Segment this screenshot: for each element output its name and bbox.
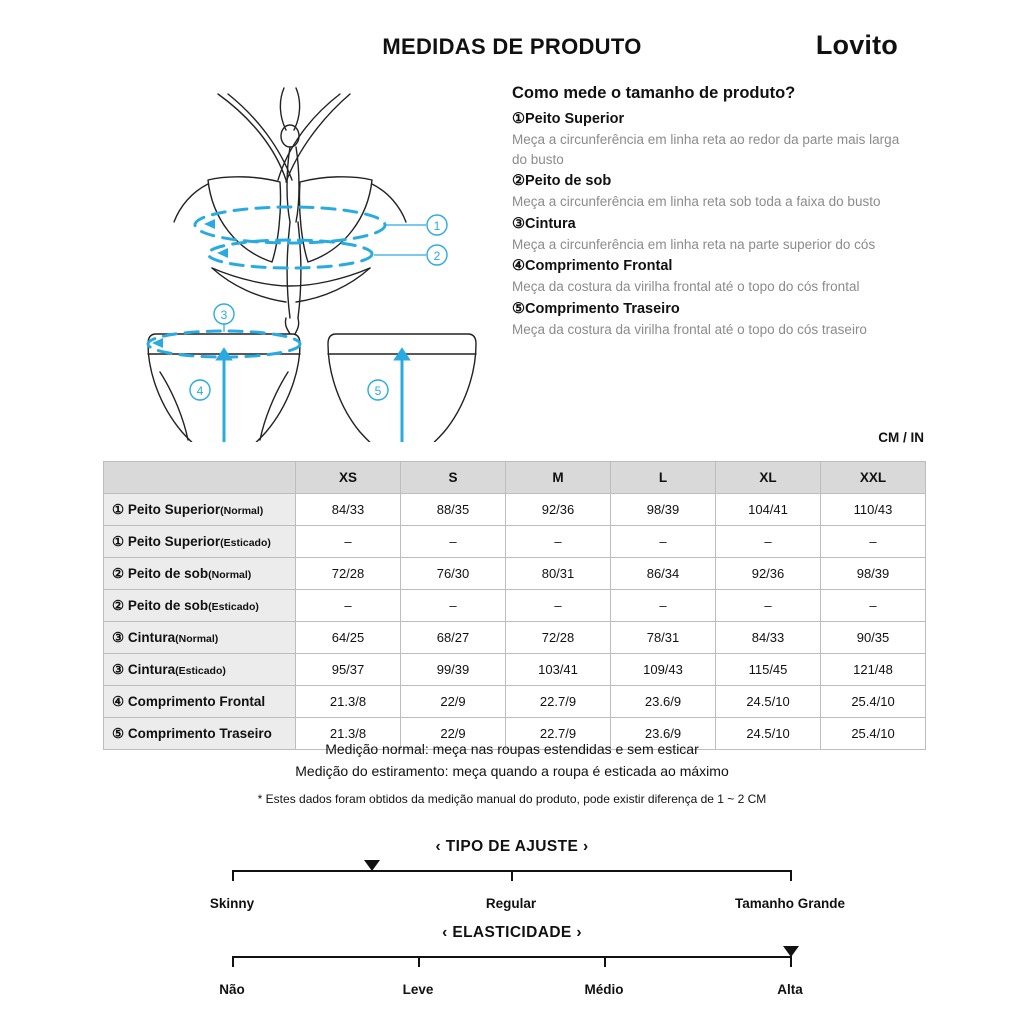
fit-label-large: Tamanho Grande xyxy=(734,896,846,911)
cell-value: 98/39 xyxy=(821,558,926,590)
note-stretch-measure: Medição do estiramento: meça quando a roupa é esticada ao máximo xyxy=(295,763,729,780)
cell-value: 98/39 xyxy=(611,494,716,526)
cell-value: 23.6/9 xyxy=(611,686,716,718)
row-label-text: ① Peito Superior xyxy=(112,501,221,517)
svg-text:4: 4 xyxy=(196,384,204,398)
cell-value: – xyxy=(401,590,506,622)
fit-type-scale xyxy=(0,838,1024,918)
cell-value: 22.7/9 xyxy=(506,718,611,750)
cell-value: 78/31 xyxy=(611,622,716,654)
page-title: MEDIDAS DE PRODUTO xyxy=(382,34,642,59)
table-row xyxy=(104,494,926,526)
table-corner-cell xyxy=(104,462,296,494)
cell-value: 72/28 xyxy=(506,622,611,654)
cell-value: 103/41 xyxy=(506,654,611,686)
cell-value: 22.7/9 xyxy=(506,686,611,718)
cell-value: 84/33 xyxy=(716,622,821,654)
elasticity-label-nao: Não xyxy=(219,982,245,997)
row-label-text: ② Peito de sob xyxy=(112,565,209,581)
cell-value: 92/36 xyxy=(716,558,821,590)
cell-value: – xyxy=(611,590,716,622)
cell-value: – xyxy=(821,590,926,622)
cell-value: 88/35 xyxy=(401,494,506,526)
svg-text:5: 5 xyxy=(374,384,382,398)
garment-illustration xyxy=(100,72,490,442)
note-disclaimer: * Estes dados foram obtidos da medição manual do produto, pode existir diferença de 1 ~ 2 CM xyxy=(257,791,767,806)
row-label-sub: (Normal) xyxy=(208,568,252,581)
elasticity-title: ‹ ELASTICIDADE › xyxy=(442,924,582,941)
howto-item-desc-5: Meça da costura da virilha frontal até o topo do cós traseiro xyxy=(512,321,867,337)
fit-type-marker xyxy=(364,860,380,871)
row-label xyxy=(104,686,296,718)
howto-item-label-2: ②Peito de sob xyxy=(512,173,612,190)
cell-value: 90/35 xyxy=(821,622,926,654)
elasticity-axis xyxy=(232,956,792,958)
cell-value: – xyxy=(716,526,821,558)
row-label-sub: (Normal) xyxy=(175,632,219,645)
row-label-sub: (Esticado) xyxy=(208,600,259,613)
brand-logo: Lovito xyxy=(815,30,898,60)
measurement-guide-section xyxy=(0,72,1024,447)
row-label-text: ① Peito Superior xyxy=(112,533,221,549)
elasticity-tick-4 xyxy=(790,956,792,967)
table-row xyxy=(104,526,926,558)
cell-value: – xyxy=(716,590,821,622)
svg-text:3: 3 xyxy=(220,308,228,322)
cell-value: 24.5/10 xyxy=(716,718,821,750)
howto-panel xyxy=(512,84,912,341)
row-label-sub: (Normal) xyxy=(220,504,264,517)
cell-value: – xyxy=(821,526,926,558)
cell-value: 121/48 xyxy=(821,654,926,686)
cell-value: 92/36 xyxy=(506,494,611,526)
cell-value: 86/34 xyxy=(611,558,716,590)
elasticity-label-leve: Leve xyxy=(402,982,434,997)
cell-value: 110/43 xyxy=(821,494,926,526)
row-label-text: ④ Comprimento Frontal xyxy=(112,693,266,709)
cell-value: – xyxy=(506,526,611,558)
howto-item-desc-2: Meça a circunferência em linha reta sob toda a faixa do busto xyxy=(512,194,881,210)
cell-value: – xyxy=(611,526,716,558)
column-header-xs: XS xyxy=(296,462,401,494)
cell-value: 25.4/10 xyxy=(821,686,926,718)
table-row xyxy=(104,558,926,590)
row-label-text: ⑤ Comprimento Traseiro xyxy=(112,725,272,741)
elasticity-tick-2 xyxy=(418,956,420,967)
howto-item-desc-3: Meça a circunferência em linha reta na parte superior do cós xyxy=(512,236,876,252)
elasticity-axis-wrap xyxy=(162,942,862,982)
cell-value: 22/9 xyxy=(401,718,506,750)
table-header-row xyxy=(104,462,926,494)
svg-text:2: 2 xyxy=(433,249,441,263)
cell-value: 95/37 xyxy=(296,654,401,686)
howto-title: Como mede o tamanho de produto? xyxy=(512,84,796,102)
cell-value: 80/31 xyxy=(506,558,611,590)
fit-label-skinny: Skinny xyxy=(209,896,255,911)
cell-value: 25.4/10 xyxy=(821,718,926,750)
cell-value: 22/9 xyxy=(401,686,506,718)
row-label xyxy=(104,590,296,622)
row-label xyxy=(104,654,296,686)
row-label xyxy=(104,622,296,654)
fit-tick-start xyxy=(232,870,234,881)
cell-value: 64/25 xyxy=(296,622,401,654)
fit-tick-end xyxy=(790,870,792,881)
note-normal-measure: Medição normal: meça nas roupas estendidas e sem esticar xyxy=(325,741,699,757)
row-label-text: ③ Cintura xyxy=(112,661,176,677)
cell-value: 109/43 xyxy=(611,654,716,686)
cell-value: 72/28 xyxy=(296,558,401,590)
elasticity-labels xyxy=(162,982,862,1004)
column-header-xxl: XXL xyxy=(821,462,926,494)
size-table xyxy=(103,461,926,750)
row-label-text: ③ Cintura xyxy=(112,629,176,645)
cell-value: 24.5/10 xyxy=(716,686,821,718)
row-label xyxy=(104,494,296,526)
howto-item-desc-4: Meça da costura da virilha frontal até o topo do cós frontal xyxy=(512,279,860,295)
elasticity-tick-1 xyxy=(232,956,234,967)
cell-value: 115/45 xyxy=(716,654,821,686)
cell-value: 84/33 xyxy=(296,494,401,526)
fit-type-title: ‹ TIPO DE AJUSTE › xyxy=(435,838,589,855)
cell-value: 68/27 xyxy=(401,622,506,654)
column-header-s: S xyxy=(401,462,506,494)
row-label-sub: (Esticado) xyxy=(220,536,271,549)
notes-section xyxy=(0,738,1024,806)
size-table-wrapper xyxy=(103,461,925,750)
elasticity-label-medio: Médio xyxy=(584,982,624,997)
column-header-xl: XL xyxy=(716,462,821,494)
table-row xyxy=(104,590,926,622)
howto-item-label-1: ①Peito Superior xyxy=(512,111,625,127)
table-row xyxy=(104,654,926,686)
cell-value: 21.3/8 xyxy=(296,718,401,750)
column-header-m: M xyxy=(506,462,611,494)
fit-type-axis-wrap xyxy=(162,856,862,896)
howto-item-desc-1: Meça a circunferência em linha reta ao redor da parte mais larga do busto xyxy=(512,132,900,167)
row-label xyxy=(104,526,296,558)
cell-value: – xyxy=(401,526,506,558)
table-row xyxy=(104,622,926,654)
howto-item-label-5: ⑤Comprimento Traseiro xyxy=(512,300,680,317)
fit-label-regular: Regular xyxy=(485,896,537,911)
elasticity-scale xyxy=(0,924,1024,1004)
row-label xyxy=(104,558,296,590)
elasticity-tick-3 xyxy=(604,956,606,967)
cell-value: 21.3/8 xyxy=(296,686,401,718)
cell-value: – xyxy=(296,590,401,622)
elasticity-marker xyxy=(783,946,799,957)
fit-type-labels xyxy=(162,896,862,918)
howto-item-label-3: ③Cintura xyxy=(512,215,576,232)
page-header xyxy=(0,0,1024,72)
cell-value: 99/39 xyxy=(401,654,506,686)
row-label-text: ② Peito de sob xyxy=(112,597,209,613)
cell-value: 23.6/9 xyxy=(611,718,716,750)
fit-tick-mid xyxy=(511,870,513,881)
cell-value: – xyxy=(506,590,611,622)
row-label-sub: (Esticado) xyxy=(175,664,226,677)
column-header-l: L xyxy=(611,462,716,494)
cell-value: 104/41 xyxy=(716,494,821,526)
table-row xyxy=(104,686,926,718)
howto-item-label-4: ④Comprimento Frontal xyxy=(512,258,673,275)
units-label: CM / IN xyxy=(878,430,924,445)
cell-value: – xyxy=(296,526,401,558)
cell-value: 76/30 xyxy=(401,558,506,590)
svg-text:1: 1 xyxy=(433,219,441,233)
elasticity-label-alta: Alta xyxy=(777,982,803,997)
